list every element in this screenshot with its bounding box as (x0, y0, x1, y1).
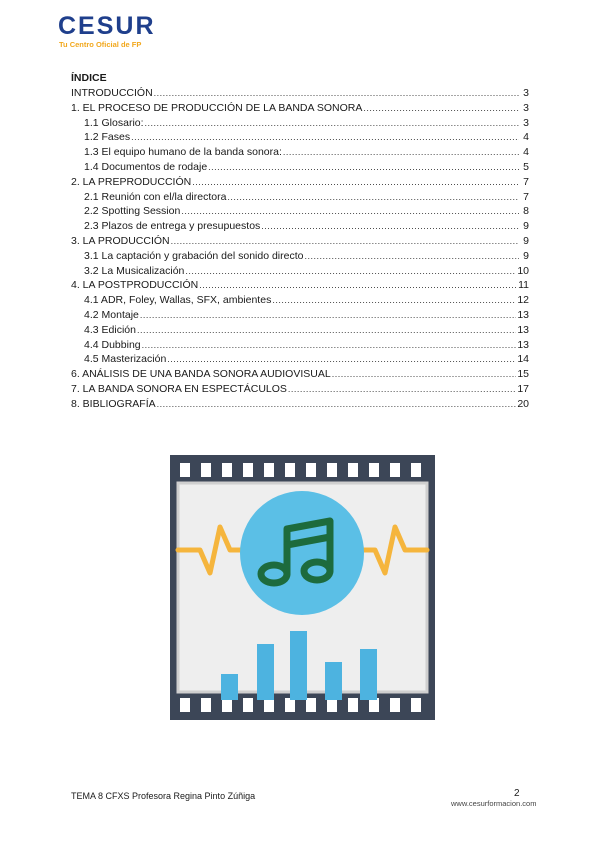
toc-entry-page: 4 (523, 131, 529, 144)
toc-entry-page: 3 (523, 87, 529, 99)
toc-entry-title: 7. LA BANDA SONORA EN ESPECTÁCULOS (71, 382, 287, 395)
toc-leader-dots (181, 204, 519, 219)
toc-entry[interactable] (71, 308, 529, 323)
toc-entry-title: 4.1 ADR, Foley, Wallas, SFX, ambientes (84, 294, 272, 307)
toc-entry-title: 2. LA PREPRODUCCIÓN (71, 175, 192, 188)
toc-entry-title: INTRODUCCIÓN (71, 87, 153, 99)
toc-entry-title: 3.2 La Musicalización (84, 264, 185, 277)
toc-entry[interactable] (71, 367, 529, 382)
sprocket-hole (243, 463, 253, 477)
table-of-contents (71, 86, 529, 412)
toc-leader-dots (227, 190, 519, 205)
toc-entry-title: 1. EL PROCESO DE PRODUCCIÓN DE LA BANDA SONORA (71, 101, 363, 114)
toc-leader-dots (283, 145, 519, 160)
toc-entry-title: 1.2 Fases (84, 131, 131, 144)
cesur-logo (58, 14, 188, 50)
toc-leader-dots (208, 160, 519, 175)
toc-entry-title: 3. LA PRODUCCIÓN (71, 234, 170, 247)
toc-entry[interactable] (71, 397, 529, 412)
toc-entry[interactable] (71, 160, 529, 175)
toc-entry[interactable] (71, 219, 529, 234)
toc-leader-dots (167, 352, 516, 367)
toc-entry[interactable] (71, 352, 529, 367)
toc-entry[interactable] (71, 86, 529, 101)
toc-entry-page: 12 (517, 294, 529, 307)
sprocket-hole (180, 698, 190, 712)
sprocket-hole (180, 463, 190, 477)
toc-leader-dots (171, 234, 519, 249)
toc-leader-dots (261, 219, 519, 234)
toc-leader-dots (154, 86, 519, 101)
toc-entry[interactable] (71, 101, 529, 116)
toc-leader-dots (199, 278, 517, 293)
toc-entry[interactable] (71, 234, 529, 249)
toc-entry-page: 17 (517, 382, 529, 395)
toc-leader-dots (157, 397, 517, 412)
toc-entry-page: 4 (523, 146, 529, 159)
toc-entry-page: 13 (517, 338, 529, 351)
toc-entry-title: 4.2 Montaje (84, 308, 139, 321)
toc-leader-dots (363, 101, 519, 116)
toc-entry-page: 9 (523, 249, 529, 262)
toc-entry[interactable] (71, 264, 529, 279)
toc-leader-dots (131, 130, 519, 145)
sprocket-hole (285, 463, 295, 477)
toc-leader-dots (185, 264, 516, 279)
sprocket-hole (201, 698, 211, 712)
toc-leader-dots (140, 308, 516, 323)
toc-entry[interactable] (71, 204, 529, 219)
toc-leader-dots (272, 293, 516, 308)
toc-entry[interactable] (71, 249, 529, 264)
toc-entry-title: 4.3 Edición (84, 323, 136, 336)
toc-leader-dots (192, 175, 519, 190)
toc-entry-title: 1.3 El equipo humano de la banda sonora: (84, 146, 282, 159)
footer-website: www.cesurformacion.com (451, 799, 537, 808)
toc-entry-page: 3 (523, 116, 529, 129)
toc-entry[interactable] (71, 323, 529, 338)
music-film-strip-icon (170, 455, 435, 720)
toc-entry[interactable] (71, 278, 529, 293)
toc-entry-page: 7 (523, 175, 529, 188)
toc-leader-dots (332, 367, 517, 382)
toc-entry-page: 5 (523, 160, 529, 173)
toc-entry-title: 4.5 Masterización (84, 353, 167, 366)
toc-entry[interactable] (71, 293, 529, 308)
toc-entry[interactable] (71, 145, 529, 160)
toc-leader-dots (288, 382, 516, 397)
sprocket-hole (327, 463, 337, 477)
toc-entry[interactable] (71, 175, 529, 190)
toc-entry-title: 2.2 Spotting Session (84, 205, 181, 218)
toc-entry-page: 3 (523, 101, 529, 114)
footer-page-number: 2 (514, 788, 520, 799)
toc-entry-page: 13 (517, 308, 529, 321)
toc-entry[interactable] (71, 130, 529, 145)
sprocket-hole (306, 463, 316, 477)
toc-entry[interactable] (71, 382, 529, 397)
index-heading: ÍNDICE (71, 72, 107, 84)
sprocket-hole (411, 463, 421, 477)
sprocket-hole (348, 463, 358, 477)
toc-entry-title: 2.1 Reunión con el/la directora (84, 190, 227, 203)
toc-entry-title: 3.1 La captación y grabación del sonido directo (84, 249, 304, 262)
toc-entry-title: 2.3 Plazos de entrega y presupuestos (84, 220, 261, 233)
sprocket-hole (222, 463, 232, 477)
toc-entry-page: 9 (523, 234, 529, 247)
toc-leader-dots (145, 116, 519, 131)
sprocket-hole (348, 698, 358, 712)
toc-entry-page: 13 (517, 323, 529, 336)
toc-entry-title: 1.1 Glosario: (84, 116, 144, 129)
sprocket-hole (327, 698, 337, 712)
sprocket-hole (264, 698, 274, 712)
toc-entry-page: 9 (523, 220, 529, 233)
toc-entry-page: 11 (518, 279, 529, 292)
footer-author: TEMA 8 CFXS Profesora Regina Pinto Zúñiga (71, 791, 256, 801)
sprocket-hole (264, 463, 274, 477)
sprocket-hole (369, 698, 379, 712)
toc-leader-dots (137, 323, 516, 338)
toc-leader-dots (304, 249, 519, 264)
toc-entry-page: 7 (523, 190, 529, 203)
toc-entry-title: 6. ANÁLISIS DE UNA BANDA SONORA AUDIOVISUAL (71, 368, 331, 381)
toc-entry-page: 14 (517, 353, 529, 366)
toc-entry-page: 15 (517, 368, 529, 381)
sprocket-hole (222, 698, 232, 712)
sprocket-hole (285, 698, 295, 712)
toc-entry-page: 8 (523, 205, 529, 218)
toc-entry-title: 1.4 Documentos de rodaje (84, 160, 208, 173)
sprocket-hole (390, 698, 400, 712)
toc-entry[interactable] (71, 190, 529, 205)
toc-entry-title: 4.4 Dubbing (84, 338, 141, 351)
toc-entry-page: 20 (517, 397, 529, 410)
sprocket-hole (306, 698, 316, 712)
toc-entry[interactable] (71, 338, 529, 353)
sprocket-hole (243, 698, 253, 712)
sprocket-hole (369, 463, 379, 477)
toc-entry[interactable] (71, 116, 529, 131)
sprocket-hole (201, 463, 211, 477)
sprocket-hole (411, 698, 421, 712)
toc-leader-dots (142, 338, 517, 353)
toc-entry-page: 10 (517, 264, 529, 277)
toc-entry-title: 8. BIBLIOGRAFÍA (71, 397, 156, 410)
sprocket-hole (390, 463, 400, 477)
logo-wordmark: CESUR (58, 12, 156, 40)
music-disc (240, 491, 364, 615)
logo-tagline: Tu Centro Oficial de FP (59, 40, 142, 49)
toc-entry-title: 4. LA POSTPRODUCCIÓN (71, 279, 199, 292)
